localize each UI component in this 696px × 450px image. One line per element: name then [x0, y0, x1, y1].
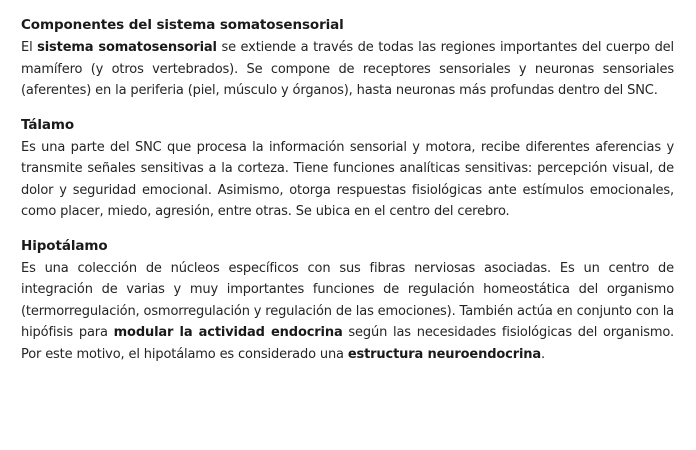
section-somatosensorial [21, 15, 674, 102]
bold-term: sistema somatosensorial [37, 40, 217, 55]
section-heading: Componentes del sistema somatosensorial [21, 17, 344, 33]
section-heading: Tálamo [21, 116, 75, 133]
section-hipotalamo [21, 236, 674, 366]
text-segment: Es una colección de núcleos específicos con sus fibras nerviosas asociadas. Es un centro de integración de varias y muy importantes funciones de regulación homeostática del organismo (termorregulación, osmorregulación y regulación de las emociones). También actúa en conjunto con la hipófisis para [21, 260, 674, 340]
bold-term: estructura neuroendocrina [347, 346, 541, 362]
text-segment: Es una parte del SNC que procesa la información sensorial y motora, recibe diferentes aferencias y transmite señales sensitivas a la corteza. Tiene funciones analíticas sensitivas: percepción visual, de dolor y seguridad emocional. Asimismo, otorga respuestas fisiológicas ante estímulos emocionales, como placer, miedo, agresión, entre otras. Se ubica en el centro del cerebro. [21, 139, 674, 219]
section-paragraph [21, 37, 674, 102]
text-segment: se extiende a través de todas las regiones importantes del cuerpo del mamífero (y otros vertebrados). Se compone de receptores sensoriales y neuronas sensoriales (aferentes) en la periferia (piel, músculo y órganos), hasta neuronas más profundas dentro del SNC. [21, 40, 674, 98]
text-segment: según las necesidades fisiológicas del organismo. Por este motivo, el hipotálamo es considerado una [21, 325, 674, 362]
text-segment: . [541, 346, 545, 362]
bold-term: modular la actividad endocrina [113, 325, 343, 340]
section-heading: Hipotálamo [21, 237, 108, 254]
section-paragraph [21, 258, 674, 366]
section-talamo [21, 115, 674, 223]
section-paragraph [21, 137, 674, 223]
text-segment: El [21, 40, 38, 55]
